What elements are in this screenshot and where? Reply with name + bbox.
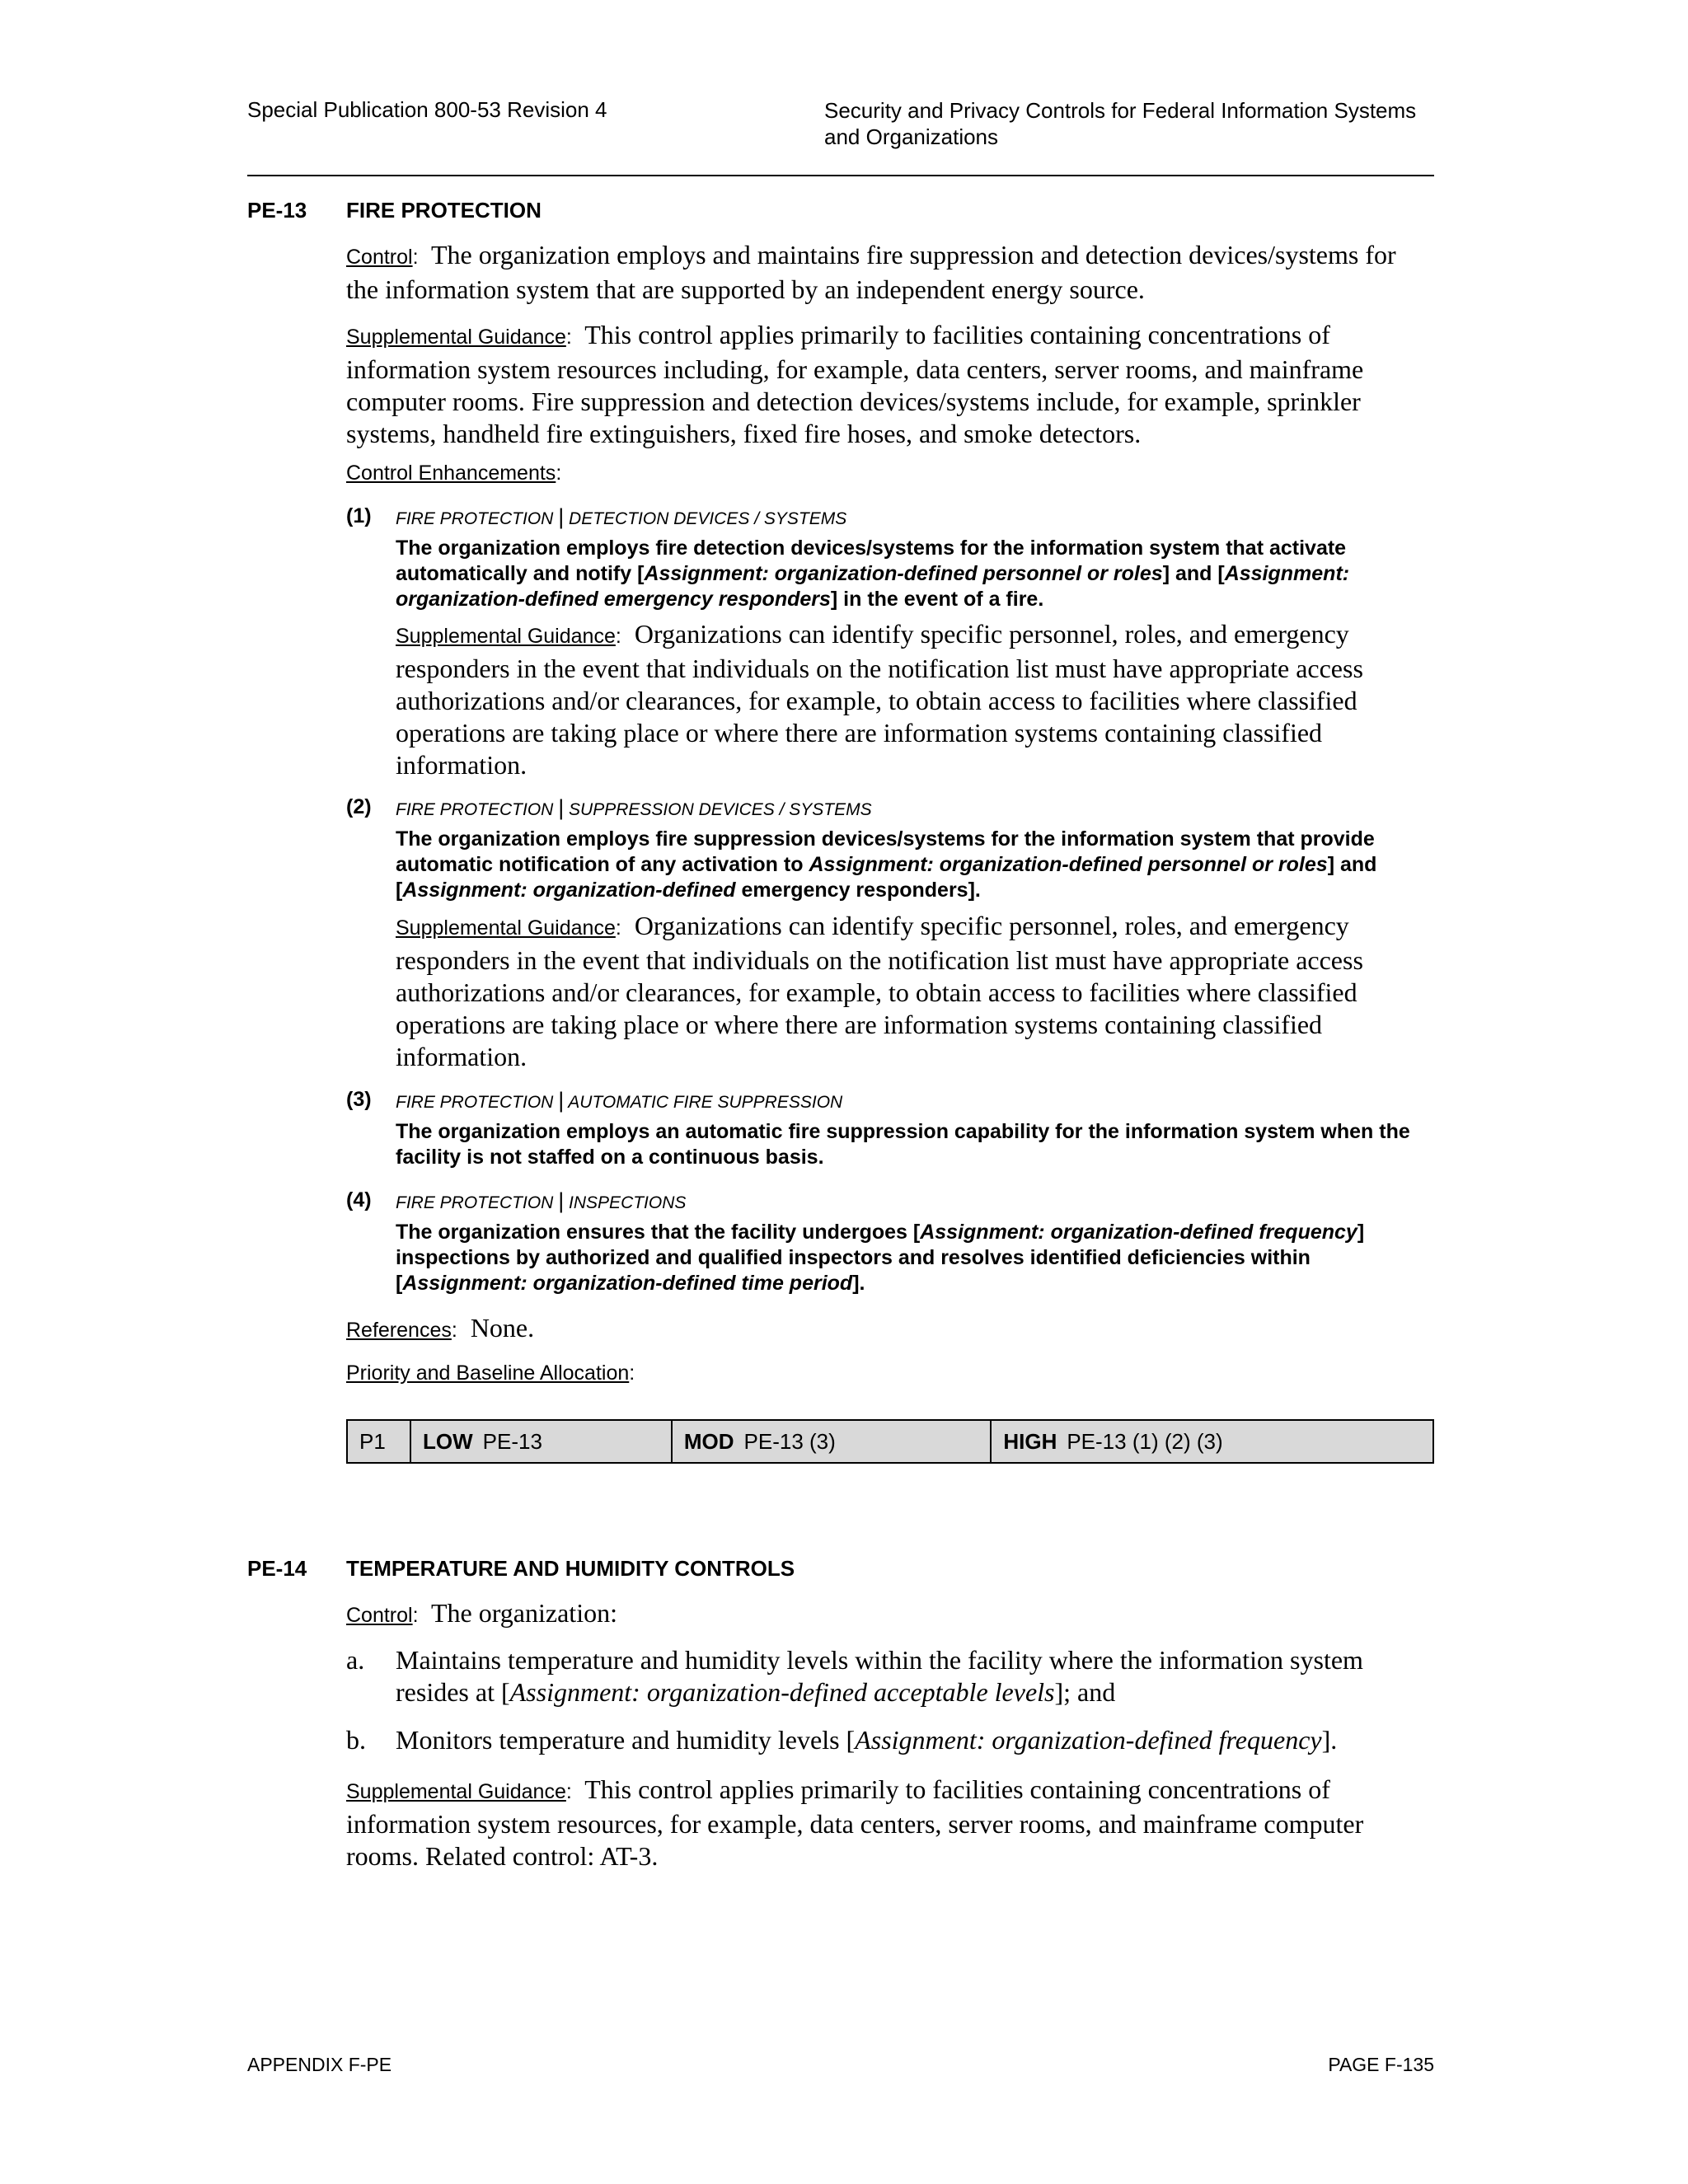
pe14-item-a-text-1: Maintains temperature and humidity levels within the facility where the information system resides at [ [396, 1645, 1363, 1707]
enh2-guidance-text: Organizations can identify specific personnel, roles, and emergency responders in the event that individuals on the notification list must have appropriate access authorizations and/or clearances, for example, to obtain access to facilities where classified operations are taking place or where there are information systems containing classified information. [396, 911, 1363, 1071]
pe14-item-a-letter: a. [346, 1645, 365, 1675]
enh1-guidance-label: Supplemental Guidance [396, 625, 616, 648]
priority-label: Priority and Baseline Allocation [346, 1361, 630, 1385]
enh2-body-5: emergency responders]. [735, 879, 981, 902]
header-rule [247, 175, 1434, 176]
enh2-body-3: ] and [ [396, 853, 1377, 902]
enh4-title-a: FIRE PROTECTION [396, 1193, 554, 1212]
pe14-item-b [396, 1724, 1434, 1756]
enh2-title-b: SUPPRESSION DEVICES / SYSTEMS [569, 800, 872, 819]
enh1-title-b: DETECTION DEVICES / SYSTEMS [569, 509, 847, 528]
enh1-title-a: FIRE PROTECTION [396, 509, 554, 528]
enh2-body-1: The organization employs fire suppression devices/systems for the information system that provide automatic notification of any activation to [396, 827, 1375, 876]
pe13-control-label: Control [346, 246, 413, 269]
enh1-guidance: Supplemental Guidance: Organizations can identify specific personnel, roles, and emergency responders in the event that individuals on the notification list must have appropriate access authorizations and/or clearances, for example, to obtain access to facilities where classified operations are taking place or where there are information systems containing classified information. [396, 619, 1363, 780]
priority-heading: Priority and Baseline Allocation: [346, 1361, 635, 1385]
baseline-low [410, 1420, 672, 1463]
baseline-high-label: HIGH [1003, 1428, 1057, 1454]
pe14-guidance-label: Supplemental Guidance [346, 1780, 566, 1803]
baseline-priority: P1 [347, 1420, 410, 1463]
enh4-body-5: ]. [852, 1272, 865, 1295]
enh2-title-a: FIRE PROTECTION [396, 800, 554, 819]
enh2-body-2: Assignment: organization-defined personnel or roles [809, 853, 1328, 876]
enh2-number: (2) [346, 795, 372, 818]
pe14-guidance: Supplemental Guidance: This control applies primarily to facilities containing concentrations of information system resources, for example, data centers, server rooms, and mainframe computer rooms. Related control: AT-3. [346, 1774, 1364, 1871]
enh2-body [396, 827, 1434, 903]
enh1-body-2: Assignment: organization-defined personnel or roles [644, 562, 1163, 585]
enh4-body-4: Assignment: organization-defined time period [402, 1272, 853, 1295]
pe13-guidance-text: This control applies primarily to facilities containing concentrations of information system resources including, for example, data centers, server rooms, and mainframe computer rooms. Fire suppression and detection devices/systems include, for example, sprinkler systems, handheld fire extinguishers, fixed fire hoses, and smoke detectors. [346, 320, 1364, 448]
enh2-title [396, 795, 872, 821]
enh1-title [396, 504, 846, 530]
enh1-body [396, 536, 1434, 612]
pe14-item-b-letter: b. [346, 1725, 366, 1755]
footer-right: PAGE F-135 [1328, 2054, 1434, 2075]
baseline-high [991, 1420, 1433, 1463]
baseline-low-value: PE-13 [482, 1428, 542, 1454]
pe13-title: FIRE PROTECTION [346, 198, 542, 223]
enh1-body-3: ] and [ [1162, 562, 1225, 585]
enh3-title-a: FIRE PROTECTION [396, 1093, 554, 1112]
pe13-references: References: None. [346, 1313, 535, 1343]
baseline-mod-label: MOD [683, 1428, 734, 1454]
pe14-guidance-text: This control applies primarily to facilities containing concentrations of information system resources, for example, data centers, server rooms, and mainframe computer rooms. Related control: AT-3. [346, 1774, 1364, 1871]
pe13-enhancements-label: Control Enhancements [346, 462, 556, 485]
pe14-control: Control: The organization: [346, 1598, 617, 1628]
enh3-title [396, 1088, 842, 1113]
pe14-control-text: The organization: [430, 1598, 617, 1628]
pe13-control-text: The organization employs and maintains fire suppression and detection devices/systems for the information system that are supported by an independent energy source. [346, 240, 1396, 304]
enh3-number: (3) [346, 1088, 372, 1111]
enh4-body-2: Assignment: organization-defined frequency [920, 1221, 1357, 1244]
enh1-body-5: ] in the event of a fire. [830, 588, 1044, 611]
enh2-guidance: Supplemental Guidance: Organizations can identify specific personnel, roles, and emergency responders in the event that individuals on the notification list must have appropriate access authorizations and/or clearances, for example, to obtain access to facilities where classified operations are taking place or where there are information systems containing classified information. [396, 911, 1363, 1071]
baseline-row [347, 1420, 1433, 1463]
pe14-item-b-text-2: Assignment: organization-defined frequency [855, 1725, 1322, 1755]
baseline-mod-value: PE-13 (3) [743, 1428, 836, 1454]
baseline-low-label: LOW [423, 1428, 473, 1454]
pe13-guidance-label: Supplemental Guidance [346, 326, 566, 349]
pe13-control: Control: The organization employs and maintains fire suppression and detection devices/systems for the information system that are supported by an independent energy source. [346, 240, 1396, 304]
enh4-body [396, 1220, 1434, 1296]
enh4-number: (4) [346, 1188, 372, 1212]
enh1-number: (1) [346, 504, 372, 527]
pe14-item-b-text-3: ]. [1321, 1725, 1338, 1755]
enh3-body: The organization employs an automatic fire suppression capability for the information system when the facility is not staffed on a continuous basis. [396, 1120, 1410, 1169]
enh2-guidance-label: Supplemental Guidance [396, 916, 616, 940]
pe13-id: PE-13 [247, 198, 307, 223]
header-left: Special Publication 800-53 Revision 4 [247, 97, 607, 122]
pe14-item-a [396, 1644, 1434, 1708]
enh4-title-b: INSPECTIONS [569, 1193, 687, 1212]
enh1-body-1: The organization employs fire detection devices/systems for the information system that activate automatically and notify [ [396, 537, 1347, 585]
baseline-table [346, 1419, 1434, 1464]
baseline-high-value: PE-13 (1) (2) (3) [1067, 1428, 1223, 1454]
references-label: References [346, 1319, 452, 1342]
enh4-body-3: ] inspections by authorized and qualified inspectors and resolves identified deficiencies within [ [396, 1221, 1365, 1295]
pe14-control-label: Control [346, 1604, 413, 1627]
header-right: Security and Privacy Controls for Federal Information Systems and Organizations [824, 98, 1417, 149]
pe14-title: TEMPERATURE AND HUMIDITY CONTROLS [346, 1556, 795, 1581]
pe14-id: PE-14 [247, 1556, 307, 1581]
pe13-enhancements-heading: Control Enhancements: [346, 462, 562, 485]
pe13-guidance: Supplemental Guidance: This control applies primarily to facilities containing concentrations of information system resources including, for example, data centers, server rooms, and mainframe computer rooms. Fire suppression and detection devices/systems include, for example, sprinkler systems, handheld fire extinguishers, fixed fire hoses, and smoke detectors. [346, 320, 1364, 448]
enh3-title-b: AUTOMATIC FIRE SUPPRESSION [568, 1093, 843, 1112]
pe14-item-b-text-1: Monitors temperature and humidity levels [ [396, 1725, 856, 1755]
enh4-body-1: The organization ensures that the facility undergoes [ [396, 1221, 921, 1244]
enh1-title-separator: | [558, 504, 565, 529]
enh1-body-4: Assignment: organization-defined emergency responders [396, 562, 1350, 611]
references-text: None. [470, 1313, 535, 1343]
pe14-item-a-text-3: ]; and [1054, 1677, 1116, 1707]
pe14-item-a-text-2: Assignment: organization-defined acceptable levels [509, 1677, 1055, 1707]
enh3-title-separator: | [558, 1088, 565, 1113]
baseline-mod [672, 1420, 992, 1463]
enh1-guidance-text: Organizations can identify specific personnel, roles, and emergency responders in the event that individuals on the notification list must have appropriate access authorizations and/or clearances, for example, to obtain access to facilities where classified operations are taking place or where there are information systems containing classified information. [396, 619, 1363, 780]
enh2-title-separator: | [558, 795, 565, 820]
enh2-body-4: Assignment: organization-defined [402, 879, 736, 902]
footer-left: APPENDIX F-PE [247, 2054, 392, 2075]
enh4-title [396, 1188, 686, 1214]
enh4-title-separator: | [558, 1188, 565, 1213]
